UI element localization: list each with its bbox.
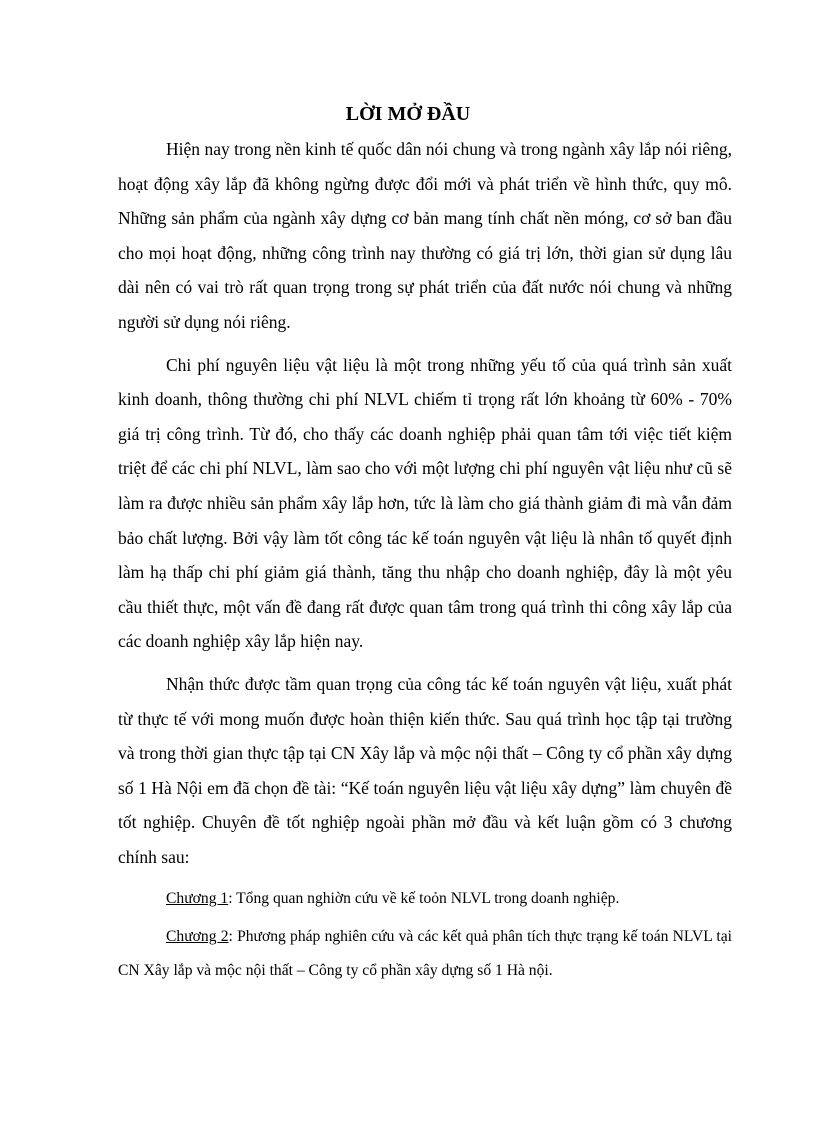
page-title: LỜI MỞ ĐẦU bbox=[345, 103, 471, 125]
paragraph-intro: Hiện nay trong nền kinh tế quốc dân nói chung và trong ngành xây lắp nói riêng, hoạt động xây lắp đã không ngừng được đổi mới và phát triển về hình thức, quy mô. Những sản phẩm của ngành xây dựng cơ bản mang tính chất nền móng, cơ sở ban đầu cho mọi hoạt động, những công trình nay thường có giá trị lớn, thời gian sử dụng lâu dài nên có vai trò rất quan trọng trong sự phát triển của đất nước nói chung và những người sử dụng nói riêng. bbox=[118, 139, 732, 332]
chapter-label: Chương 1 bbox=[166, 890, 229, 908]
chapter-text: : Tổng quan nghiờn cứu về kế toỏn NLVL trong doanh nghiệp. bbox=[228, 890, 620, 908]
chapter-item-1 bbox=[118, 882, 732, 916]
chapter-item-2 bbox=[118, 920, 732, 988]
chapter-label: Chương 2 bbox=[166, 928, 229, 946]
document-body bbox=[118, 132, 732, 992]
paragraph-topic: Nhận thức được tầm quan trọng của công tác kế toán nguyên vật liệu, xuất phát từ thực tế với mong muốn được hoàn thiện kiến thức. Sau quá trình học tập tại trường và trong thời gian thực tập tại CN Xây lắp và mộc nội thất – Công ty cổ phần xây dựng số 1 Hà Nội em đã chọn đề tài: “Kế toán nguyên liệu vật liệu xây dựng” làm chuyên đề tốt nghiệp. Chuyên đề tốt nghiệp ngoài phần mở đầu và kết luận gồm có 3 chương chính sau: bbox=[118, 673, 732, 867]
chapter-text: : Phương pháp nghiên cứu và các kết quả phân tích thực trạng kế toán NLVL tại CN Xây lắp và mộc nội thất – Công ty cổ phần xây dựng số 1 Hà nội. bbox=[118, 928, 733, 980]
paragraph-material-cost: Chi phí nguyên liệu vật liệu là một trong những yếu tố của quá trình sản xuất kinh doanh, thông thường chi phí NLVL chiếm tỉ trọng rất lớn khoảng từ 60% - 70% giá trị công trình. Từ đó, cho thấy các doanh nghiệp phải quan tâm tới việc tiết kiệm triệt để các chi phí NLVL, làm sao cho với một lượng chi phí nguyên vật liệu như cũ sẽ làm ra được nhiều sản phẩm xây lắp hơn, tức là làm cho giá thành giảm đi mà vẫn đảm bảo chất lượng. Bởi vậy làm tốt công tác kế toán nguyên vật liệu là nhân tố quyết định làm hạ thấp chi phí giảm giá thành, tăng thu nhập cho doanh nghiệp, đây là một yêu cầu thiết thực, một vấn đề đang rất được quan tâm trong quá trình thi công xây lắp của các doanh nghiệp xây lắp hiện nay. bbox=[118, 354, 732, 652]
